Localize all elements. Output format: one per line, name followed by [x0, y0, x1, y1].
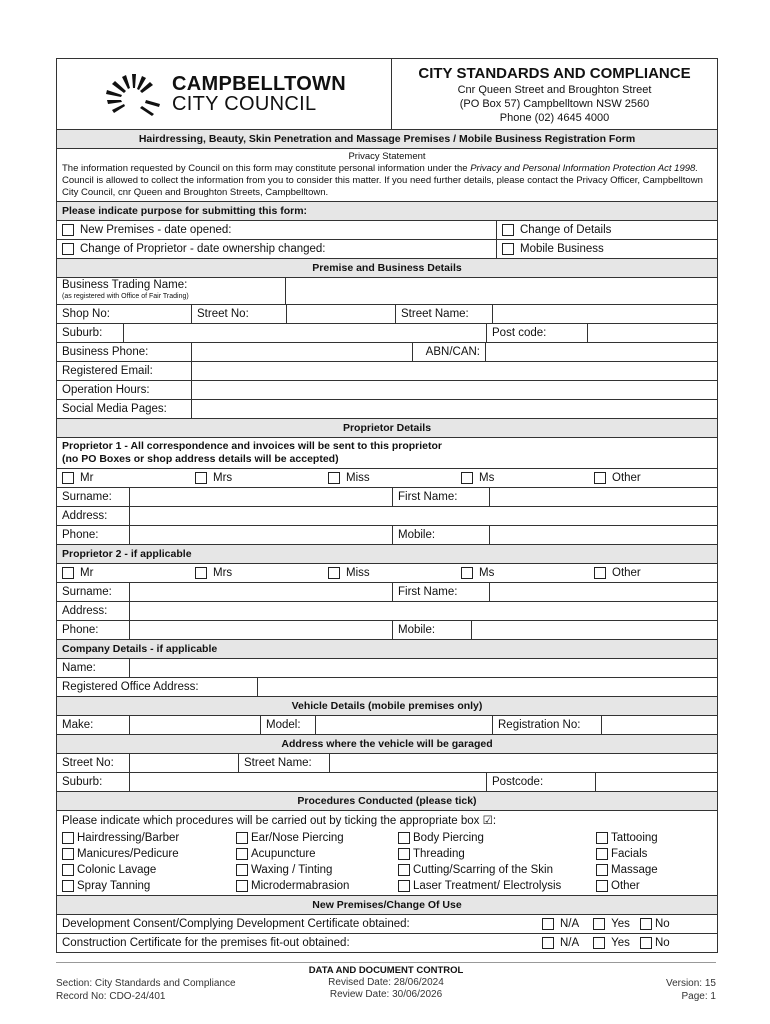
p2-surname-label: Surname:	[57, 583, 130, 601]
trading-name-text: Business Trading Name:	[62, 279, 188, 291]
p1-miss-label: Miss	[346, 472, 370, 484]
new-premises-option[interactable]	[57, 221, 497, 239]
rego-field[interactable]	[602, 716, 717, 734]
rego-label: Registration No:	[493, 716, 602, 734]
dev-consent-na-checkbox[interactable]	[542, 918, 554, 930]
p1-ms-checkbox[interactable]	[461, 472, 473, 484]
privacy-text-2: Council is allowed to collect the information from you to consider this matter. If you need further details, please contact the Privacy Officer, Campbelltown City Council, cnr Queen and Broughton Streets, Campbelltown.	[62, 175, 703, 198]
footer-revised: Revised Date: 28/06/2024	[328, 977, 444, 988]
model-field[interactable]	[316, 716, 493, 734]
model-label: Model:	[261, 716, 316, 734]
p1-address-label: Address:	[57, 507, 130, 525]
footer-center	[56, 965, 716, 1001]
construction-yes-checkbox[interactable]	[593, 937, 605, 949]
abn-label: ABN/CAN:	[413, 343, 486, 361]
garage-suburb-label: Suburb:	[57, 773, 130, 791]
procedure-checkbox[interactable]	[62, 832, 74, 844]
dev-consent-yes-label: Yes	[611, 918, 630, 930]
construction-yes-label: Yes	[611, 937, 630, 949]
p1-mr-option[interactable]	[57, 469, 190, 487]
address-line-1: Cnr Queen Street and Broughton Street	[457, 84, 652, 96]
p1-ms-label: Ms	[479, 472, 495, 484]
procedure-option[interactable]	[236, 848, 398, 860]
email-field[interactable]	[192, 362, 717, 380]
p1-mrs-label: Mrs	[213, 472, 233, 484]
dev-consent-yes-checkbox[interactable]	[593, 918, 605, 930]
footer-review: Review Date: 30/06/2026	[329, 989, 443, 1000]
change-details-label: Change of Details	[520, 224, 612, 236]
new-premises-section-title: New Premises/Change Of Use	[57, 896, 717, 914]
procedures-grid	[62, 832, 712, 892]
p2-mr-checkbox[interactable]	[62, 567, 74, 579]
p1-mobile-label: Mobile:	[393, 526, 490, 544]
p2-mrs-label: Mrs	[213, 567, 233, 579]
business-phone-field[interactable]	[192, 343, 413, 361]
email-label: Registered Email:	[57, 362, 192, 380]
procedure-option[interactable]	[596, 864, 712, 876]
procedures-block	[57, 811, 717, 896]
proprietor-1-title-line1: Proprietor 1 - All correspondence and invoices will be sent to this proprietor	[62, 440, 443, 452]
procedure-option[interactable]	[398, 880, 596, 892]
procedure-option[interactable]	[398, 832, 596, 844]
construction-na-label: N/A	[560, 937, 580, 949]
garage-street-no-label: Street No:	[57, 754, 130, 772]
garage-street-name-label: Street Name:	[239, 754, 330, 772]
purpose-title: Please indicate purpose for submitting this form:	[57, 202, 717, 220]
procedure-label: Massage	[611, 864, 658, 876]
procedure-label: Body Piercing	[413, 832, 484, 844]
garage-street-name-field[interactable]	[330, 754, 717, 772]
procedure-option[interactable]	[398, 864, 596, 876]
procedure-label: Waxing / Tinting	[251, 864, 333, 876]
p2-first-name-label: First Name:	[393, 583, 490, 601]
p2-mrs-checkbox[interactable]	[195, 567, 207, 579]
p1-mr-label: Mr	[80, 472, 94, 484]
procedure-label: Spray Tanning	[77, 880, 151, 892]
procedure-checkbox[interactable]	[398, 832, 410, 844]
office-address-field[interactable]	[258, 678, 717, 696]
procedure-label: Cutting/Scarring of the Skin	[413, 864, 553, 876]
procedure-checkbox[interactable]	[236, 864, 248, 876]
procedure-label: Ear/Nose Piercing	[251, 832, 344, 844]
p2-miss-label: Miss	[346, 567, 370, 579]
proprietor-1-title	[57, 438, 717, 468]
p2-mobile-field[interactable]	[472, 621, 717, 639]
company-name-field[interactable]	[130, 659, 717, 677]
garage-postcode-label: Postcode:	[487, 773, 596, 791]
street-name-field[interactable]	[493, 305, 717, 323]
registration-form	[56, 58, 718, 953]
privacy-act: Privacy and Personal Information Protection Act 1998.	[470, 163, 698, 174]
procedure-option[interactable]	[596, 880, 712, 892]
dev-consent-na-label: N/A	[560, 918, 580, 930]
p1-ms-option[interactable]	[456, 469, 589, 487]
procedure-option[interactable]	[62, 864, 236, 876]
procedure-checkbox[interactable]	[62, 848, 74, 860]
mobile-business-label: Mobile Business	[520, 243, 604, 255]
p2-surname-field[interactable]	[130, 583, 393, 601]
p2-phone-label: Phone:	[57, 621, 130, 639]
procedure-label: Manicures/Pedicure	[77, 848, 179, 860]
p1-other-checkbox[interactable]	[594, 472, 606, 484]
logo-line-2: CITY COUNCIL	[172, 93, 317, 115]
p2-ms-label: Ms	[479, 567, 495, 579]
suburb-field[interactable]	[124, 324, 487, 342]
procedure-option[interactable]	[596, 832, 712, 844]
department-block	[392, 59, 717, 129]
business-phone-label: Business Phone:	[57, 343, 192, 361]
procedure-label: Hairdressing/Barber	[77, 832, 180, 844]
procedure-checkbox[interactable]	[398, 864, 410, 876]
p2-other-option[interactable]	[589, 564, 717, 582]
street-name-label: Street Name:	[396, 305, 493, 323]
proprietor-2-title: Proprietor 2 - if applicable	[57, 545, 717, 563]
procedure-checkbox[interactable]	[236, 848, 248, 860]
procedure-option[interactable]	[62, 832, 236, 844]
p2-miss-option[interactable]	[323, 564, 456, 582]
proprietor-1-salutations	[57, 469, 717, 488]
privacy-statement	[57, 149, 717, 202]
change-proprietor-checkbox[interactable]	[62, 243, 74, 255]
street-no-field[interactable]	[287, 305, 396, 323]
procedure-option[interactable]	[62, 848, 236, 860]
footer-record: Record No: CDO-24/401	[56, 991, 166, 1002]
company-section-title: Company Details - if applicable	[57, 640, 717, 658]
p2-other-label: Other	[612, 567, 641, 579]
procedure-checkbox[interactable]	[596, 848, 608, 860]
footer-version: Version: 15	[665, 978, 716, 989]
procedure-option[interactable]	[398, 848, 596, 860]
trading-name-label	[57, 278, 286, 304]
procedure-label: Laser Treatment/ Electrolysis	[413, 880, 562, 892]
premise-section-title: Premise and Business Details	[57, 259, 717, 277]
street-no-label: Street No:	[192, 305, 287, 323]
department-title: CITY STANDARDS AND COMPLIANCE	[418, 65, 691, 82]
trading-name-note: (as registered with Office of Fair Trading)	[62, 293, 189, 300]
phone-line: Phone (02) 4645 4000	[499, 112, 610, 124]
dev-consent-no-checkbox[interactable]	[640, 918, 652, 930]
garage-section-title: Address where the vehicle will be garaged	[57, 735, 717, 753]
dev-consent-label: Development Consent/Complying Development Certificate obtained:	[62, 918, 410, 930]
p2-mobile-label: Mobile:	[393, 621, 472, 639]
footer-page: Page: 1	[681, 991, 716, 1002]
p1-address-field[interactable]	[130, 507, 717, 525]
change-details-checkbox[interactable]	[502, 224, 514, 236]
proprietor-section-title: Proprietor Details	[57, 419, 717, 437]
new-premises-label: New Premises - date opened:	[80, 224, 232, 236]
postcode-label: Post code:	[487, 324, 588, 342]
construction-no-checkbox[interactable]	[640, 937, 652, 949]
procedure-label: Facials	[611, 848, 648, 860]
footer-control-title: DATA AND DOCUMENT CONTROL	[308, 965, 464, 976]
procedure-option[interactable]	[62, 880, 236, 892]
change-details-option[interactable]	[497, 221, 717, 239]
procedure-checkbox[interactable]	[62, 880, 74, 892]
p1-phone-label: Phone:	[57, 526, 130, 544]
form-title: Hairdressing, Beauty, Skin Penetration and Massage Premises / Mobile Business Registration Form	[57, 130, 717, 148]
privacy-title: Privacy Statement	[348, 151, 426, 162]
mobile-business-checkbox[interactable]	[502, 243, 514, 255]
procedure-option[interactable]	[236, 880, 398, 892]
garage-postcode-field[interactable]	[596, 773, 717, 791]
change-proprietor-option[interactable]	[57, 240, 497, 258]
office-address-label: Registered Office Address:	[57, 678, 258, 696]
p1-first-name-label: First Name:	[393, 488, 490, 506]
logo-line-1: CAMPBELLTOWN	[172, 73, 346, 95]
p2-ms-option[interactable]	[456, 564, 589, 582]
vehicle-section-title: Vehicle Details (mobile premises only)	[57, 697, 717, 715]
procedures-section-title: Procedures Conducted (please tick)	[57, 792, 717, 810]
procedures-list	[57, 811, 717, 895]
procedure-option[interactable]	[596, 848, 712, 860]
p2-first-name-field[interactable]	[490, 583, 717, 601]
procedure-checkbox[interactable]	[62, 864, 74, 876]
p1-mrs-checkbox[interactable]	[195, 472, 207, 484]
p2-ms-checkbox[interactable]	[461, 567, 473, 579]
mobile-business-option[interactable]	[497, 240, 717, 258]
procedure-label: Colonic Lavage	[77, 864, 157, 876]
p1-other-option[interactable]	[589, 469, 717, 487]
procedure-label: Microdermabrasion	[251, 880, 350, 892]
p1-other-label: Other	[612, 472, 641, 484]
p2-mrs-option[interactable]	[190, 564, 323, 582]
p1-mrs-option[interactable]	[190, 469, 323, 487]
dev-consent-no-label: No	[654, 918, 670, 930]
company-name-label: Name:	[57, 659, 130, 677]
change-proprietor-label: Change of Proprietor - date ownership changed:	[80, 243, 326, 255]
construction-no-label: No	[654, 937, 670, 949]
procedure-option[interactable]	[236, 864, 398, 876]
abn-field[interactable]	[486, 343, 717, 361]
shop-no-label: Shop No:	[57, 305, 192, 323]
proprietor-1-title-line2: (no PO Boxes or shop address details will be accepted)	[62, 453, 339, 465]
procedure-checkbox[interactable]	[398, 848, 410, 860]
p1-first-name-field[interactable]	[490, 488, 717, 506]
procedure-checkbox[interactable]	[398, 880, 410, 892]
procedures-instruction: Please indicate which procedures will be carried out by ticking the appropriate box ☑:	[62, 815, 497, 827]
sunburst-logo-icon	[102, 70, 164, 118]
proprietor-2-salutations	[57, 564, 717, 583]
p1-miss-option[interactable]	[323, 469, 456, 487]
procedure-label: Other	[611, 880, 640, 892]
procedure-checkbox[interactable]	[596, 832, 608, 844]
p2-phone-field[interactable]	[130, 621, 393, 639]
form-header	[57, 59, 717, 130]
footer-section: Section: City Standards and Compliance	[56, 978, 236, 989]
p1-phone-field[interactable]	[130, 526, 393, 544]
new-premises-checkbox[interactable]	[62, 224, 74, 236]
p1-mobile-field[interactable]	[490, 526, 717, 544]
postcode-field[interactable]	[588, 324, 717, 342]
dev-consent-options	[537, 915, 717, 933]
suburb-label: Suburb:	[57, 324, 124, 342]
construction-na-checkbox[interactable]	[542, 937, 554, 949]
construction-label: Construction Certificate for the premises fit-out obtained:	[62, 937, 350, 949]
hours-field[interactable]	[192, 381, 717, 399]
privacy-text-1: The information requested by Council on this form may constitute personal information under the	[62, 163, 471, 174]
address-line-2: (PO Box 57) Campbelltown NSW 2560	[459, 98, 650, 110]
procedure-checkbox[interactable]	[236, 832, 248, 844]
p2-address-field[interactable]	[130, 602, 717, 620]
garage-suburb-field[interactable]	[130, 773, 487, 791]
trading-name-field[interactable]	[286, 278, 717, 304]
garage-street-no-field[interactable]	[130, 754, 239, 772]
p1-surname-field[interactable]	[130, 488, 393, 506]
procedure-option[interactable]	[236, 832, 398, 844]
p1-miss-checkbox[interactable]	[328, 472, 340, 484]
hours-label: Operation Hours:	[57, 381, 192, 399]
procedure-checkbox[interactable]	[236, 880, 248, 892]
social-label: Social Media Pages:	[57, 400, 192, 418]
footer-right	[666, 977, 716, 1003]
procedure-checkbox[interactable]	[596, 880, 608, 892]
make-field[interactable]	[130, 716, 261, 734]
procedure-label: Tattooing	[611, 832, 658, 844]
procedure-checkbox[interactable]	[596, 864, 608, 876]
p2-other-checkbox[interactable]	[594, 567, 606, 579]
make-label: Make:	[57, 716, 130, 734]
procedure-label: Acupuncture	[251, 848, 316, 860]
p2-miss-checkbox[interactable]	[328, 567, 340, 579]
p1-surname-label: Surname:	[57, 488, 130, 506]
p2-mr-label: Mr	[80, 567, 94, 579]
p1-mr-checkbox[interactable]	[62, 472, 74, 484]
procedure-label: Threading	[413, 848, 465, 860]
document-footer	[56, 962, 716, 1002]
p2-address-label: Address:	[57, 602, 130, 620]
p2-mr-option[interactable]	[57, 564, 190, 582]
council-logo	[57, 59, 392, 129]
construction-options	[537, 934, 717, 952]
social-field[interactable]	[192, 400, 717, 418]
